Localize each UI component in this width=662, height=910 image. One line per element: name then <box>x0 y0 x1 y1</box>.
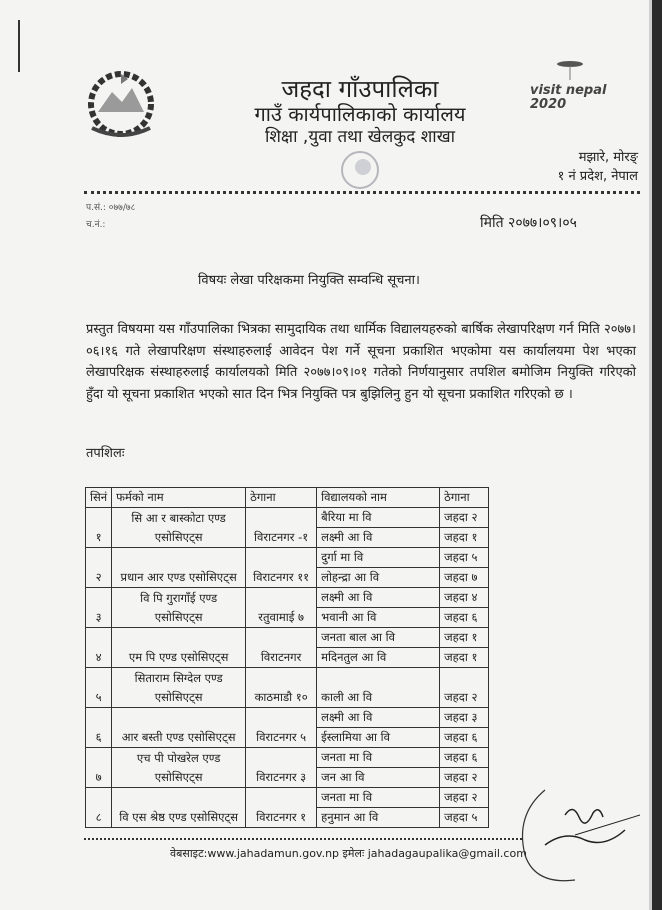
firm-name-cell: वि पि गुरागाँई एण्ड एसोसिएट्स <box>112 588 246 628</box>
column-header: फर्मको नाम <box>112 488 246 508</box>
school-name-cell: भवानी आ वि <box>317 608 440 628</box>
firm-address-cell: रतुवामाई ७ <box>246 588 317 628</box>
table-row <box>86 588 489 608</box>
firm-address-cell: काठमाडौ १० <box>246 668 317 708</box>
school-name-cell: लक्ष्मी आ वि <box>317 588 440 608</box>
notice-body: प्रस्तुत विषयमा यस गाँउपालिका भित्रका सामुदायिक तथा धार्मिक विद्यालयहरुको बार्षिक लेखापरिक्षण गर्न मिति २०७७।०६।१६ गते लेखापरिक्षण संस्थाहरुलाई आवेदन पेश गर्ने सूचना प्रकाशित भएकोमा यस कार्यालयमा पेश भएका लेखापरिक्षक संस्थाहरुलाई कार्यालयको मिति २०७७।०९।०१ गतेको निर्णयानुसार तपशिल बमोजिम नियुक्ति गरिएको हुँदा यो सूचना प्रकाशित भएको सात दिन भित्र नियुक्ति पत्र बुझिलिनु हुन यो सूचना प्रकाशित गरिएको छ । <box>86 322 636 402</box>
column-header: ठेगाना <box>440 488 489 508</box>
subject-line: विषयः लेखा परिक्षकमा नियुक्ति सम्वन्धि सूचना। <box>198 273 420 288</box>
school-address-cell: जहदा ६ <box>440 748 489 768</box>
firm-name-cell: एच पी पोखरेल एण्ड एसोसिएट्स <box>112 748 246 788</box>
table-row <box>86 548 489 568</box>
school-name-cell: बैरिया मा वि <box>317 508 440 528</box>
header-divider <box>84 191 640 194</box>
table-row <box>86 788 489 808</box>
school-address-cell: जहदा ७ <box>440 568 489 588</box>
address-line-1: मझारे, मोरङ् <box>578 150 638 165</box>
school-address-cell: जहदा ३ <box>440 708 489 728</box>
school-address-cell: जहदा २ <box>440 788 489 808</box>
school-address-cell: जहदा १ <box>440 628 489 648</box>
firm-name-cell: सि आ र बास्कोटा एण्ड एसोसिएट्स <box>112 508 246 548</box>
firm-address-cell: विराटनगर ५ <box>246 708 317 748</box>
school-name-cell: लक्ष्मी आ वि <box>317 528 440 548</box>
school-address-cell: जहदा ६ <box>440 608 489 628</box>
address-line-2: १ नं प्रदेश, नेपाल <box>557 169 638 184</box>
firm-address-cell: विराटनगर १ <box>246 788 317 828</box>
government-emblem-icon <box>84 70 158 142</box>
school-name-cell: लोहन्द्रा आ वि <box>317 568 440 588</box>
table-header-row <box>86 488 489 508</box>
column-header: सिनं <box>86 488 112 508</box>
serial-number-cell: ३ <box>86 588 112 628</box>
serial-number-cell: १ <box>86 508 112 548</box>
footer-contact <box>170 846 527 861</box>
table-row <box>86 628 489 648</box>
municipality-title: जहदा गाँउपालिका <box>281 75 439 103</box>
school-address-cell: जहदा २ <box>440 508 489 528</box>
office-name: गाउँ कार्यपालिकाको कार्यालय <box>254 102 466 126</box>
school-address-cell: जहदा ४ <box>440 588 489 608</box>
school-address-cell: जहदा १ <box>440 528 489 548</box>
email-link[interactable]: jahadagaupalika@gmail.com <box>367 847 527 860</box>
firm-name-cell: एम पि एण्ड एसोसिएट्स <box>112 628 246 668</box>
school-name-cell: काली आ वि <box>317 668 440 708</box>
column-header: ठेगाना <box>246 488 317 508</box>
firm-name-cell: प्रधान आर एण्ड एसोसिएट्स <box>112 548 246 588</box>
table-row <box>86 668 489 708</box>
visit-nepal-logo-icon <box>555 58 585 82</box>
firm-address-cell: विराटनगर ३ <box>246 748 317 788</box>
firm-name-cell: वि एस श्रेष्ठ एण्ड एसोसिएट्स <box>112 788 246 828</box>
branch-name: शिक्षा ,युवा तथा खेलकुद शाखा <box>264 127 456 147</box>
serial-number-cell: ५ <box>86 668 112 708</box>
school-name-cell: लक्ष्मी आ वि <box>317 708 440 728</box>
firm-name-cell: सिताराम सिग्देल एण्ड एसोसिएट्स <box>112 668 246 708</box>
table-row <box>86 748 489 768</box>
serial-number-cell: ८ <box>86 788 112 828</box>
school-address-cell: जहदा ५ <box>440 808 489 828</box>
column-header: विद्यालयको नाम <box>317 488 440 508</box>
school-address-cell: जहदा २ <box>440 768 489 788</box>
footer-divider <box>84 838 522 840</box>
firm-address-cell: विराटनगर ११ <box>246 548 317 588</box>
appointment-table <box>85 487 489 828</box>
firm-name-cell: आर बस्ती एण्ड एसोसिएट्स <box>112 708 246 748</box>
school-name-cell: हनुमान आ वि <box>317 808 440 828</box>
school-name-cell: मदिनतुल आ वि <box>317 648 440 668</box>
school-name-cell: जनता मा वि <box>317 788 440 808</box>
firm-address-cell: विराटनगर -१ <box>246 508 317 548</box>
serial-number-cell: २ <box>86 548 112 588</box>
school-address-cell: जहदा २ <box>440 668 489 708</box>
school-name-cell: जन आ वि <box>317 768 440 788</box>
visit-nepal-logo: visit nepal 2020 <box>530 83 607 112</box>
school-name-cell: ईस्लामिया आ वि <box>317 728 440 748</box>
pen-mark <box>18 20 20 72</box>
school-name-cell: दुर्गा मा वि <box>317 548 440 568</box>
school-name-cell: जनता बाल आ वि <box>317 628 440 648</box>
school-name-cell: जनता मा वि <box>317 748 440 768</box>
dispatch-number: च.नं.: <box>86 220 106 230</box>
school-address-cell: जहदा १ <box>440 648 489 668</box>
serial-number-cell: ७ <box>86 748 112 788</box>
letter-date: मिति २०७७।०९।०५ <box>480 215 577 231</box>
signature-stamp <box>505 785 645 895</box>
table-row <box>86 508 489 528</box>
reference-number: प.सं.: ०७७/७८ <box>86 203 136 213</box>
office-stamp <box>325 150 395 190</box>
email-label: इमेलः <box>342 847 365 860</box>
table-row <box>86 708 489 728</box>
scan-edge-shadow <box>649 0 652 910</box>
website-label: वेबसाइट: <box>170 847 208 860</box>
school-address-cell: जहदा ६ <box>440 728 489 748</box>
website-link[interactable]: www.jahadamun.gov.np <box>207 847 340 860</box>
serial-number-cell: ६ <box>86 708 112 748</box>
school-address-cell: जहदा ५ <box>440 548 489 568</box>
details-label: तपशिलः <box>86 446 125 461</box>
scan-edge <box>652 0 662 910</box>
serial-number-cell: ४ <box>86 628 112 668</box>
firm-address-cell: विराटनगर <box>246 628 317 668</box>
